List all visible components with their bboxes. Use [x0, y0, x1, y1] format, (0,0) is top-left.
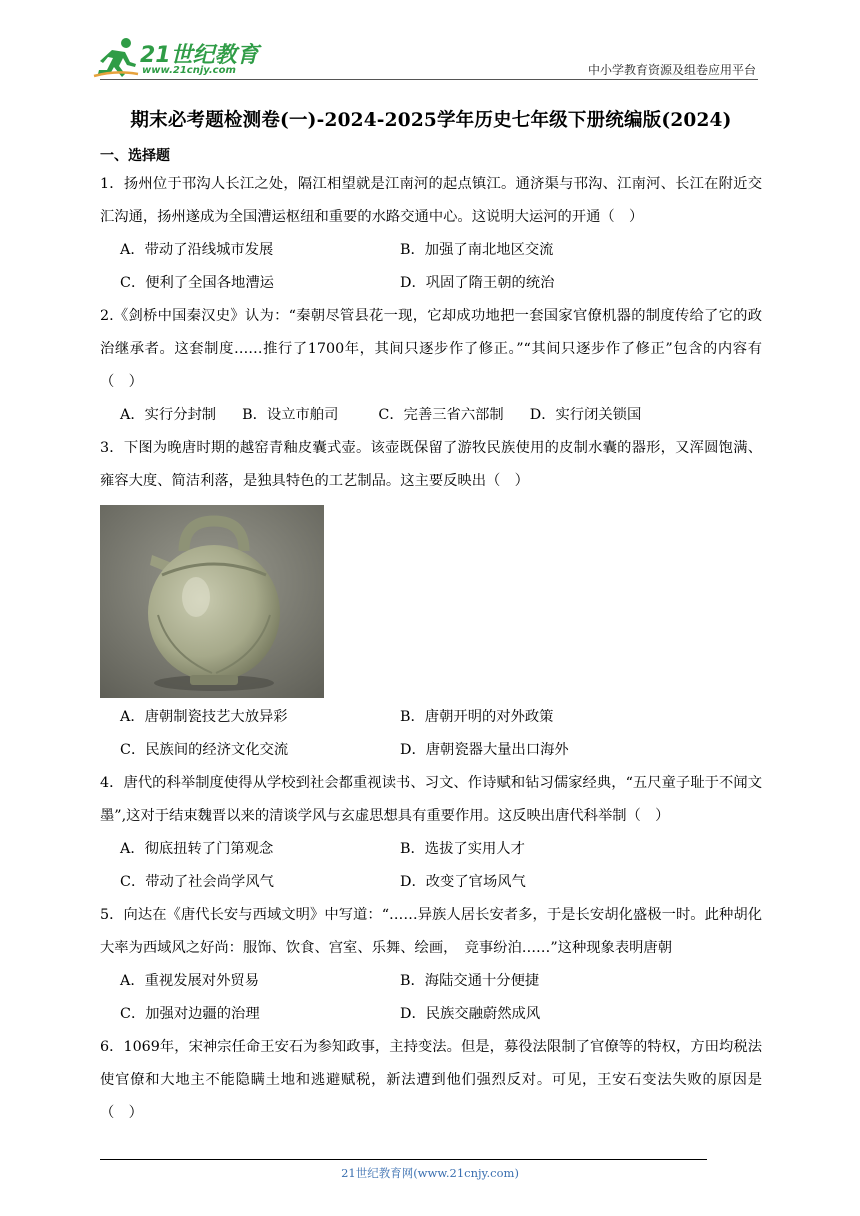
option-a[interactable]: A．带动了沿线城市发展	[120, 242, 274, 258]
option-c[interactable]: C．带动了社会尚学风气	[120, 874, 274, 890]
page-title: 期末必考题检测卷(一)-2024-2025学年历史七年级下册统编版(2024)	[130, 110, 732, 131]
option-a[interactable]: A．实行分封制	[120, 407, 217, 423]
footer-link[interactable]: 21世纪教育网(www.21cnjy.com)	[341, 1166, 519, 1180]
question-text: 1．扬州位于邗沟人长江之处，隔江相望就是江南河的起点镇江。通济渠与邗沟、江南河、长江在附近交汇沟通，扬州遂成为全国漕运枢纽和重要的水路交通中心。这说明大运河的开通（ ）	[100, 176, 762, 225]
question-text: 3．下图为晚唐时期的越窑青釉皮囊式壶。该壶既保留了游牧民族使用的皮制水囊的器形，又浑圆饱满、雍容大度、简洁利落，是独具特色的工艺制品。这主要反映出（ ）	[100, 440, 762, 489]
platform-name: 中小学教育资源及组卷应用平台	[587, 63, 756, 77]
question-list	[100, 168, 762, 1130]
option-c[interactable]: C．加强对边疆的治理	[120, 1006, 260, 1022]
site-logo[interactable]	[92, 36, 262, 80]
option-b[interactable]: B．设立市舶司	[242, 407, 339, 423]
question-text: 5．向达在《唐代长安与西域文明》中写道：“……异族人居长安者多，于是长安胡化盛极一时。此种胡化大率为西域风之好尚：服饰、饮食、宫室、乐舞、绘画， 竞事纷泊……”这种现象表明唐朝	[100, 907, 762, 956]
option-a[interactable]: A．重视发展对外贸易	[120, 973, 259, 989]
runner-logo-icon	[92, 36, 140, 80]
option-c[interactable]: C．便利了全国各地漕运	[120, 275, 274, 291]
option-b[interactable]: B．选拔了实用人才	[400, 841, 525, 857]
question-text: 4．唐代的科举制度使得从学校到社会都重视读书、习文、作诗赋和钻习儒家经典，“五尺童子耻于不闻文墨”,这对于结束魏晋以来的清谈学风与玄虚思想具有重要作用。这反映出唐代科举制（ ）	[100, 775, 762, 824]
question-text: 6．1069年，宋神宗任命王安石为参知政事，主持变法。但是，募役法限制了官僚等的特权，方田均税法使官僚和大地主不能隐瞒土地和逃避赋税，新法遭到他们强烈反对。可见，王安石变法失败的原因是（ ）	[100, 1039, 762, 1121]
page-header	[0, 0, 860, 90]
option-a[interactable]: A．唐朝制瓷技艺大放异彩	[120, 709, 288, 725]
option-a[interactable]: A．彻底扭转了门第观念	[120, 841, 274, 857]
header-divider	[100, 79, 758, 80]
question-5	[100, 899, 762, 1031]
option-d[interactable]: D．改变了官场风气	[400, 874, 526, 890]
section-heading: 一、选择题	[100, 148, 170, 164]
logo-text: 21世纪教育	[140, 43, 259, 68]
option-d[interactable]: D．民族交融蔚然成风	[400, 1006, 541, 1022]
question-text: 2.《剑桥中国秦汉史》认为：“秦朝尽管县花一现，它却成功地把一套国家官僚机器的制度传给了它的政治继承者。这套制度……推行了1700年，其间只逐步作了修正。”“其间只逐步作了修正”包含的内容有（ ）	[100, 308, 762, 390]
celadon-pot-image	[100, 505, 324, 698]
question-6	[100, 1031, 762, 1130]
logo-url: www.21cnjy.com	[142, 65, 236, 76]
question-1	[100, 168, 762, 300]
option-b[interactable]: B．海陆交通十分便捷	[400, 973, 540, 989]
footer-divider	[100, 1159, 707, 1160]
option-c[interactable]: C．完善三省六部制	[378, 407, 504, 423]
question-3	[100, 432, 762, 767]
question-4	[100, 767, 762, 899]
option-b[interactable]: B．加强了南北地区交流	[400, 242, 554, 258]
option-d[interactable]: D．唐朝瓷器大量出口海外	[400, 742, 569, 758]
option-b[interactable]: B．唐朝开明的对外政策	[400, 709, 554, 725]
option-d[interactable]: D．巩固了隋王朝的统治	[400, 275, 555, 291]
question-2	[100, 300, 762, 432]
option-c[interactable]: C．民族间的经济文化交流	[120, 742, 289, 758]
option-d[interactable]: D．实行闭关锁国	[529, 407, 642, 423]
